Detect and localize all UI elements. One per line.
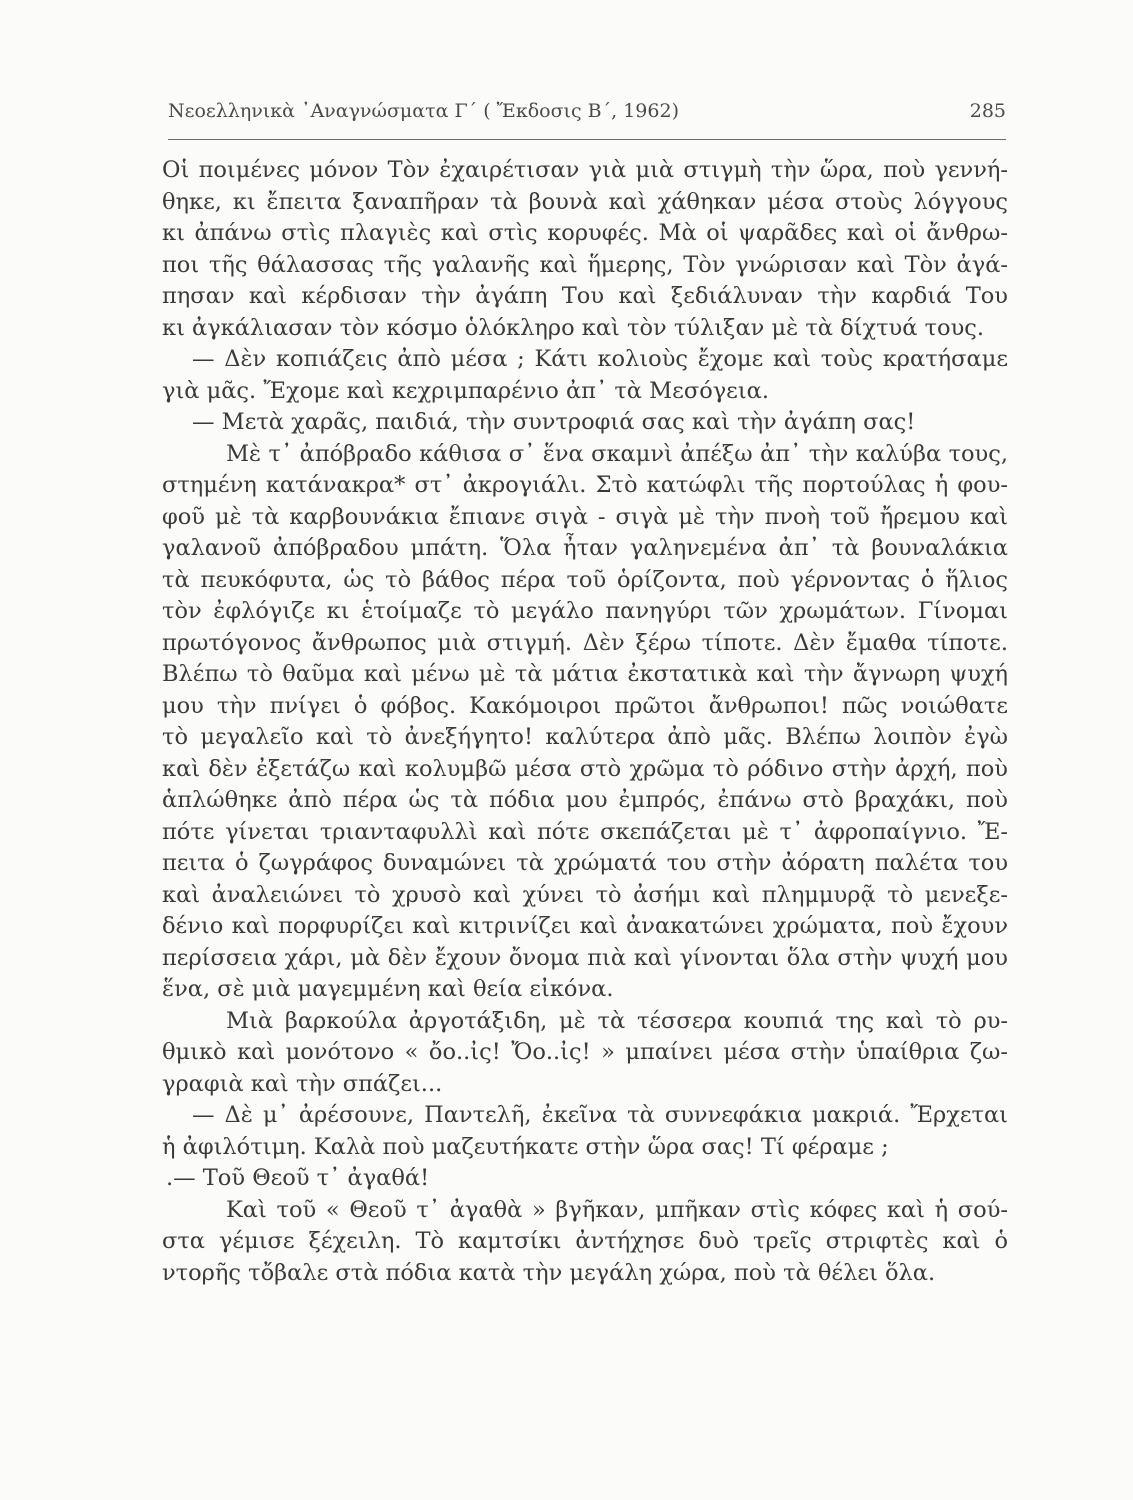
text-line: ἕνα, σὲ μιὰ μαγεμμένη καὶ θεία εἰκόνα. <box>162 976 614 1002</box>
text-line: μου τὴν πνίγει ὁ φόβος. Κακόμοιροι πρῶτοι ἄνθρωποι! πῶς νοιώθατε <box>162 692 1008 719</box>
text-line: πειτα ὁ ζωγράφος δυναμώνει τὰ χρώματά του στὴν ἀόρατη παλέτα του <box>162 850 1008 876</box>
running-header <box>168 100 1006 130</box>
text-line: στα γέμισε ξέχειλη. Τὸ καμτσίκι ἀντήχησε δυὸ τρεῖς στριφτὲς καὶ ὁ <box>162 1228 1008 1254</box>
dialogue-line: — Μετὰ χαρᾶς, παιδιά, τὴν συντροφιά σας καὶ τὴν ἀγάπη σας! <box>192 409 916 435</box>
text-line: κι ἀπάνω στὶς πλαγιὲς καὶ στὶς κορυφές. Μὰ οἱ ψαρᾶδες καὶ οἱ ἄνθρω- <box>162 220 1008 246</box>
text-line: θηκε, κι ἔπειτα ξαναπῆραν τὰ βουνὰ καὶ χάθηκαν μέσα στοὺς λόγγους <box>162 188 1008 215</box>
dialogue-line: — Δὲ μ᾿ ἀρέσουνε, Παντελῆ, ἐκεῖνα τὰ συννεφάκια μακριά. Ἔρχεται <box>192 1102 1008 1128</box>
paragraph-start-line: Μὲ τ᾿ ἀπόβραδο κάθισα σ᾿ ἕνα σκαμνὶ ἀπέξω ἀπ᾿ τὴν καλύβα τους, <box>226 440 1008 467</box>
text-line: ἡ ἀφιλότιμη. Καλὰ ποὺ μαζευτήκατε στὴν ὥρα σας! Τί φέραμε ; <box>162 1133 889 1160</box>
text-line: δένιο καὶ πορφυρίζει καὶ κιτρινίζει καὶ ἀνακατώνει χρώματα, ποὺ ἔχουν <box>162 913 1008 939</box>
text-line: Βλέπω τὸ θαῦμα καὶ μένω μὲ τὰ μάτια ἐκστατικὰ καὶ τὴν ἄγνωρη ψυχή <box>162 661 1008 687</box>
text-line: καὶ δὲν ἐξετάζω καὶ κολυμβῶ μέσα στὸ χρῶμα τὸ ρόδινο στὴν ἀρχή, ποὺ <box>162 755 1008 782</box>
text-line: γιὰ μᾶς. Ἔχομε καὶ κεχριμπαρένιο ἀπ᾿ τὰ Μεσόγεια. <box>162 377 770 404</box>
text-line: Οἱ ποιμένες μόνον Τὸν ἐχαιρέτισαν γιὰ μιὰ στιγμὴ τὴν ὥρα, ποὺ γεννή- <box>162 157 1008 183</box>
dialogue-line: .— Τοῦ Θεοῦ τ᾿ ἀγαθά! <box>166 1165 430 1191</box>
dialogue-line: — Δὲν κοπιάζεις ἀπὸ μέσα ; Κάτι κολιοὺς ἔχομε καὶ τοὺς κρατήσαμε <box>192 346 1008 372</box>
text-line: γραφιὰ καὶ τὴν σπάζει... <box>162 1070 443 1097</box>
text-line: ντορῆς τὄβαλε στὰ πόδια κατὰ τὴν μεγάλη χώρα, ποὺ τὰ θέλει ὅλα. <box>162 1259 936 1286</box>
text-line: γαλανοῦ ἀπόβραδου μπάτη. Ὅλα ἦταν γαληνεμένα ἀπ᾿ τὰ βουναλάκια <box>162 535 1008 561</box>
text-line: πότε γίνεται τριανταφυλλὶ καὶ πότε σκεπάζεται μὲ τ᾿ ἀφροπαίγνιο. Ἔ- <box>162 818 1008 845</box>
text-line: πησαν καὶ κέρδισαν τὴν ἀγάπη Του καὶ ξεδιάλυναν τὴν καρδιά Του <box>162 283 1008 309</box>
text-line: τὸν ἐφλόγιζε κι ἑτοίμαζε τὸ μεγάλο πανηγύρι τῶν χρωμάτων. Γίνομαι <box>162 598 1008 624</box>
running-header-title: Νεοελληνικὰ ᾿Αναγνώσματα Γ΄ ( Ἔκδοσις Β΄, 1962) <box>168 100 679 122</box>
text-line: θμικὸ καὶ μονότονο « ὄο..ἰς! Ὄο..ἰς! » μπαίνει μέσα στὴν ὑπαίθρια ζω- <box>162 1039 1008 1065</box>
text-line: ποι τῆς θάλασσας τῆς γαλανῆς καὶ ἥμερης, Τὸν γνώρισαν καὶ Τὸν ἀγά- <box>162 251 1008 278</box>
text-line: πρωτόγονος ἄνθρωπος μιὰ στιγμή. Δὲν ξέρω τίποτε. Δὲν ἔμαθα τίποτε. <box>162 629 1008 656</box>
text-body <box>162 155 1008 1289</box>
page-number: 285 <box>969 100 1006 122</box>
text-line: ἁπλώθηκε ἀπὸ πέρα ὡς τὰ πόδια μου ἐμπρός, ἐπάνω στὸ βραχάκι, ποὺ <box>162 787 1008 813</box>
text-line: φοῦ μὲ τὰ καρβουνάκια ἔπιανε σιγὰ - σιγὰ μὲ τὴν πνοὴ τοῦ ἤρεμου καὶ <box>162 503 1008 530</box>
text-line: καὶ ἀναλειώνει τὸ χρυσὸ καὶ χύνει τὸ ἀσήμι καὶ πλημμυρᾷ τὸ μενεξε- <box>162 881 1008 908</box>
text-line: στημένη κατάνακρα* στ᾿ ἀκρογιάλι. Στὸ κατώφλι τῆς πορτούλας ἡ φου- <box>162 472 1008 498</box>
header-rule <box>168 139 1006 140</box>
text-line: τὸ μεγαλεῖο καὶ τὸ ἀνεξήγητο! καλύτερα ἀπὸ μᾶς. Βλέπω λοιπὸν ἐγὼ <box>162 724 1008 750</box>
paragraph-start-line: Καὶ τοῦ « Θεοῦ τ᾿ ἀγαθὰ » βγῆκαν, μπῆκαν στὶς κόφες καὶ ἡ σού- <box>226 1196 1008 1223</box>
text-line: περίσσεια χάρι, μὰ δὲν ἔχουν ὄνομα πιὰ καὶ γίνονται ὅλα στὴν ψυχή μου <box>162 944 1008 971</box>
text-line: κι ἀγκάλιασαν τὸν κόσμο ὁλόκληρο καὶ τὸν τύλιξαν μὲ τὰ δίχτυά τους. <box>162 314 985 341</box>
text-line: τὰ πευκόφυτα, ὡς τὸ βάθος πέρα τοῦ ὁρίζοντα, ποὺ γέρνοντας ὁ ἥλιος <box>162 566 1008 593</box>
paragraph-start-line: Μιὰ βαρκούλα ἀργοτάξιδη, μὲ τὰ τέσσερα κουπιά της καὶ τὸ ρυ- <box>226 1007 1008 1034</box>
